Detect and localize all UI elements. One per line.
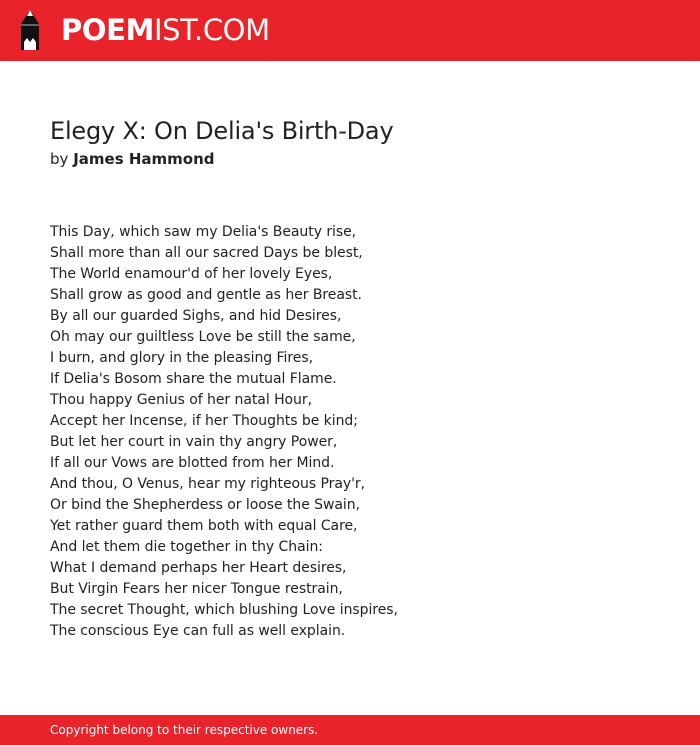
poem-line: If Delia's Bosom share the mutual Flame. — [50, 371, 337, 387]
poem-line: And thou, O Venus, hear my righteous Pray'r, — [50, 476, 366, 492]
poem-line: This Day, which saw my Delia's Beauty rise, — [50, 224, 357, 240]
poem-line: And let them die together in thy Chain: — [50, 539, 323, 555]
site-logo-link[interactable] — [17, 8, 270, 52]
brand-secondary: IST.COM — [153, 12, 270, 47]
brand-primary: POEM — [61, 12, 154, 47]
poem-line: Shall more than all our sacred Days be blest, — [50, 245, 363, 261]
poem-line: Thou happy Genius of her natal Hour, — [50, 392, 312, 408]
poem-line: The conscious Eye can full as well explain. — [50, 623, 346, 639]
poem-line: Or bind the Shepherdess or loose the Swain, — [50, 497, 360, 513]
poem-line: But Virgin Fears her nicer Tongue restrain, — [50, 581, 343, 597]
poem-line: But let her court in vain thy angry Power, — [50, 434, 338, 450]
author-name: James Hammond — [73, 150, 215, 168]
pencil-icon — [17, 8, 43, 52]
poem-content — [50, 116, 670, 642]
site-brand — [61, 12, 270, 47]
copyright-notice: Copyright belong to their respective owners. — [50, 723, 319, 737]
poem-title: Elegy X: On Delia's Birth-Day — [50, 117, 394, 145]
poem-line: Shall grow as good and gentle as her Breast. — [50, 287, 362, 303]
poem-line: Yet rather guard them both with equal Care, — [50, 518, 358, 534]
site-header — [0, 0, 700, 61]
by-label: by — [50, 150, 69, 168]
poem-line: By all our guarded Sighs, and hid Desires, — [50, 308, 342, 324]
poem-line: If all our Vows are blotted from her Mind. — [50, 455, 335, 471]
site-footer — [0, 715, 700, 745]
poem-line: The secret Thought, which blushing Love inspires, — [50, 602, 398, 618]
poem-line: What I demand perhaps her Heart desires, — [50, 560, 347, 576]
poem-line: I burn, and glory in the pleasing Fires, — [50, 350, 313, 366]
byline — [50, 148, 670, 170]
poem-line: The World enamour'd of her lovely Eyes, — [50, 266, 333, 282]
poem-text — [50, 222, 670, 642]
poem-line: Oh may our guiltless Love be still the same, — [50, 329, 356, 345]
poem-line: Accept her Incense, if her Thoughts be kind; — [50, 413, 358, 429]
